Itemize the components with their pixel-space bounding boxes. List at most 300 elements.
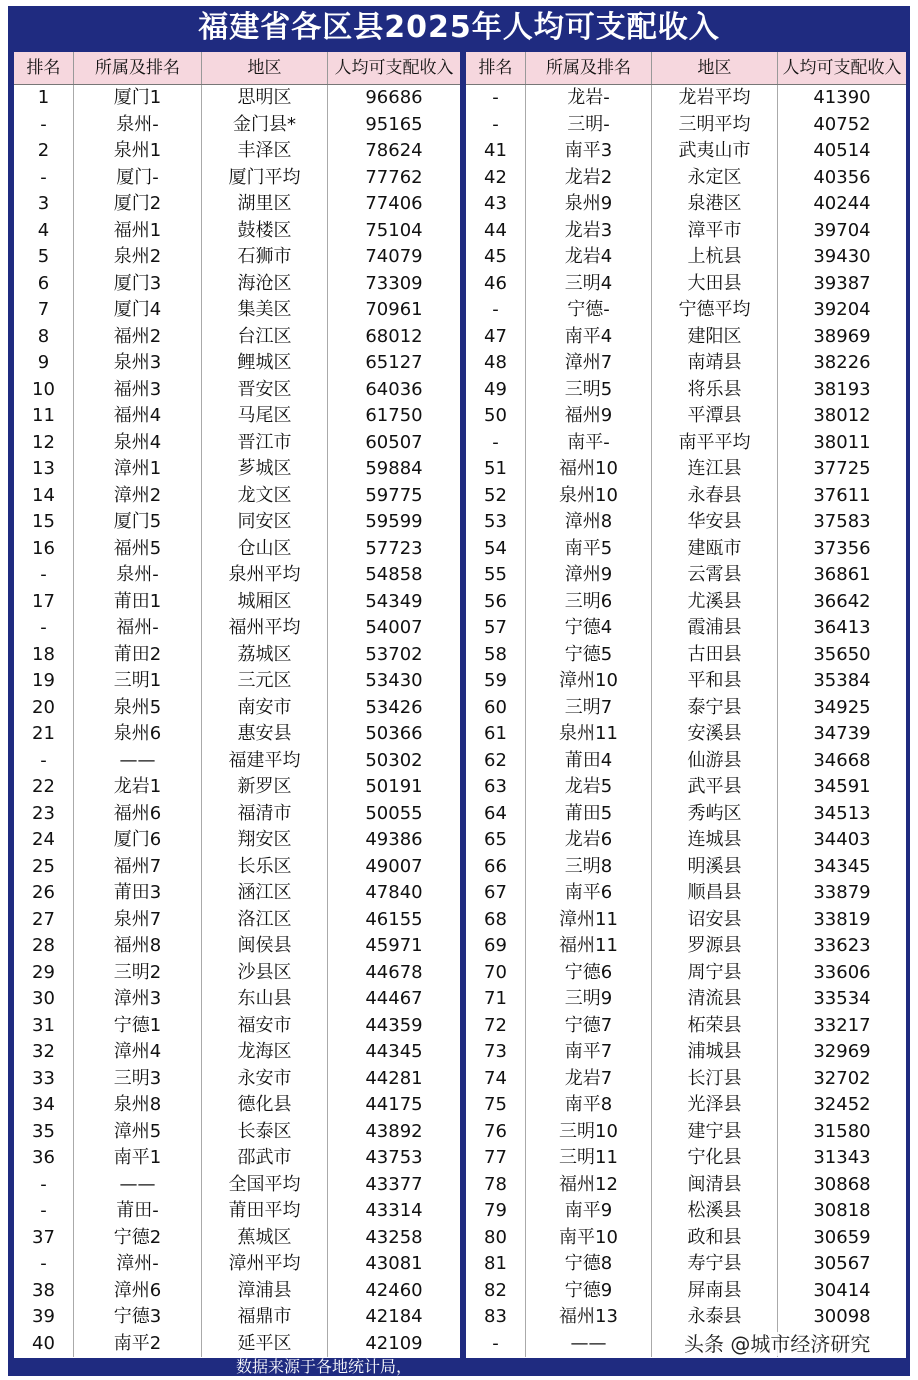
region-cell: 武夷山市 bbox=[652, 138, 778, 165]
region-cell: 鲤城区 bbox=[202, 350, 328, 377]
city-rank-cell: 福州5 bbox=[74, 536, 202, 563]
income-cell: 43377 bbox=[365, 1173, 423, 1195]
table-row bbox=[466, 271, 906, 298]
header-rank: 排名 bbox=[466, 52, 526, 84]
region-cell: 沙县区 bbox=[202, 960, 328, 987]
income-cell: 38012 bbox=[813, 405, 871, 426]
income-cell: 44678 bbox=[365, 961, 423, 983]
city-rank-cell: 南平4 bbox=[526, 324, 652, 351]
rank-cell: 41 bbox=[466, 138, 526, 165]
table-row bbox=[14, 1331, 460, 1358]
income-cell: 39204 bbox=[813, 299, 871, 320]
region-cell: 长泰区 bbox=[202, 1119, 328, 1146]
rank-cell: 43 bbox=[466, 191, 526, 218]
region-cell: 平和县 bbox=[652, 668, 778, 695]
table-row bbox=[466, 907, 906, 934]
rank-cell: 23 bbox=[14, 801, 74, 828]
rank-cell: 48 bbox=[466, 350, 526, 377]
income-cell: 44281 bbox=[365, 1067, 423, 1089]
region-cell: 华安县 bbox=[652, 509, 778, 536]
table-row bbox=[466, 986, 906, 1013]
income-cell: 30868 bbox=[813, 1173, 871, 1195]
income-cell: 64036 bbox=[365, 378, 423, 400]
city-rank-cell: 厦门5 bbox=[74, 509, 202, 536]
city-rank-cell: 福州12 bbox=[526, 1172, 652, 1199]
income-cell: 77762 bbox=[365, 166, 423, 188]
income-cell: 39387 bbox=[813, 272, 871, 294]
rank-cell: 3 bbox=[14, 191, 74, 218]
table-row bbox=[466, 933, 906, 960]
region-cell: 上杭县 bbox=[652, 244, 778, 271]
region-cell: 柘荣县 bbox=[652, 1013, 778, 1040]
city-rank-cell: 南平- bbox=[526, 430, 652, 457]
table-row bbox=[14, 907, 460, 934]
region-cell: 泰宁县 bbox=[652, 695, 778, 722]
region-cell: 同安区 bbox=[202, 509, 328, 536]
rank-cell: 53 bbox=[466, 509, 526, 536]
city-rank-cell: 漳州3 bbox=[74, 986, 202, 1013]
income-cell: 34739 bbox=[813, 723, 871, 744]
city-rank-cell: 漳州4 bbox=[74, 1039, 202, 1066]
table-row bbox=[14, 138, 460, 165]
region-cell: 福安市 bbox=[202, 1013, 328, 1040]
region-cell: 仓山区 bbox=[202, 536, 328, 563]
income-cell: 74079 bbox=[365, 246, 423, 267]
header-income: 人均可支配收入 bbox=[334, 58, 454, 78]
region-cell: 湖里区 bbox=[202, 191, 328, 218]
region-cell: 漳州平均 bbox=[202, 1251, 328, 1278]
table-row bbox=[14, 430, 460, 457]
income-cell: 77406 bbox=[365, 193, 423, 214]
table-row bbox=[466, 377, 906, 404]
income-cell: 49386 bbox=[365, 829, 423, 850]
region-cell: 三元区 bbox=[202, 668, 328, 695]
rank-cell: 27 bbox=[14, 907, 74, 934]
header-region: 地区 bbox=[202, 52, 328, 84]
rank-cell: 39 bbox=[14, 1304, 74, 1331]
city-rank-cell: 福州10 bbox=[526, 456, 652, 483]
income-cell: 34345 bbox=[813, 855, 871, 877]
region-cell: 闽侯县 bbox=[202, 933, 328, 960]
rank-cell: 36 bbox=[14, 1145, 74, 1172]
city-rank-cell: 厦门1 bbox=[74, 85, 202, 112]
income-cell: 70961 bbox=[365, 299, 423, 320]
city-rank-cell: 宁德6 bbox=[526, 960, 652, 987]
rank-cell: - bbox=[14, 1198, 74, 1225]
rank-cell: 14 bbox=[14, 483, 74, 510]
rank-cell: 64 bbox=[466, 801, 526, 828]
region-cell: 光泽县 bbox=[652, 1092, 778, 1119]
region-cell: 平潭县 bbox=[652, 403, 778, 430]
city-rank-cell: 龙岩- bbox=[526, 85, 652, 112]
header-rank: 排名 bbox=[14, 52, 74, 84]
rank-cell: 10 bbox=[14, 377, 74, 404]
income-cell: 33819 bbox=[813, 908, 871, 930]
rank-cell: 47 bbox=[466, 324, 526, 351]
income-cell: 68012 bbox=[365, 325, 423, 347]
rank-cell: 49 bbox=[466, 377, 526, 404]
region-cell: 罗源县 bbox=[652, 933, 778, 960]
income-cell: 54858 bbox=[365, 564, 423, 585]
table-row bbox=[14, 271, 460, 298]
region-cell: 长乐区 bbox=[202, 854, 328, 881]
income-cell: 54007 bbox=[365, 617, 423, 638]
rank-cell: 50 bbox=[466, 403, 526, 430]
right-table bbox=[466, 52, 906, 1358]
income-cell: 39430 bbox=[813, 246, 871, 267]
region-cell: 涵江区 bbox=[202, 880, 328, 907]
table-row bbox=[466, 960, 906, 987]
footer bbox=[8, 1358, 910, 1376]
table-row bbox=[466, 1172, 906, 1199]
income-cell: 34403 bbox=[813, 829, 871, 850]
income-cell: 38969 bbox=[813, 325, 871, 347]
rank-cell: 42 bbox=[466, 165, 526, 192]
table-row bbox=[466, 1145, 906, 1172]
region-cell: 尤溪县 bbox=[652, 589, 778, 616]
city-rank-cell: 莆田3 bbox=[74, 880, 202, 907]
city-rank-cell: 宁德5 bbox=[526, 642, 652, 669]
income-cell: 30818 bbox=[813, 1200, 871, 1221]
city-rank-cell: 南平2 bbox=[74, 1331, 202, 1358]
region-cell: 三明平均 bbox=[652, 112, 778, 139]
rank-cell: 70 bbox=[466, 960, 526, 987]
city-rank-cell: 福州4 bbox=[74, 403, 202, 430]
region-cell: 永春县 bbox=[652, 483, 778, 510]
rank-cell: 82 bbox=[466, 1278, 526, 1305]
table-row bbox=[466, 403, 906, 430]
table-row bbox=[466, 297, 906, 324]
table-row bbox=[466, 1119, 906, 1146]
income-cell: 42184 bbox=[365, 1306, 423, 1327]
table-row bbox=[14, 1145, 460, 1172]
region-cell: 芗城区 bbox=[202, 456, 328, 483]
income-cell: 95165 bbox=[365, 113, 423, 135]
rank-cell: 21 bbox=[14, 721, 74, 748]
city-rank-cell: 三明2 bbox=[74, 960, 202, 987]
city-rank-cell: 南平3 bbox=[526, 138, 652, 165]
table-row bbox=[14, 1066, 460, 1093]
region-cell: 秀屿区 bbox=[652, 801, 778, 828]
city-rank-cell: 莆田- bbox=[74, 1198, 202, 1225]
rank-cell: 62 bbox=[466, 748, 526, 775]
rank-cell: 71 bbox=[466, 986, 526, 1013]
city-rank-cell: 龙岩5 bbox=[526, 774, 652, 801]
region-cell: 建瓯市 bbox=[652, 536, 778, 563]
table-row bbox=[14, 456, 460, 483]
region-cell: 政和县 bbox=[652, 1225, 778, 1252]
rank-cell: 61 bbox=[466, 721, 526, 748]
rank-cell: 31 bbox=[14, 1013, 74, 1040]
region-cell: 城厢区 bbox=[202, 589, 328, 616]
income-cell: 43081 bbox=[365, 1253, 423, 1274]
table-header bbox=[466, 52, 906, 85]
rank-cell: 7 bbox=[14, 297, 74, 324]
watermark: 头条 @城市经济研究 bbox=[680, 1332, 874, 1356]
rank-cell: 58 bbox=[466, 642, 526, 669]
table-row bbox=[466, 191, 906, 218]
table-row bbox=[14, 801, 460, 828]
region-cell: 石狮市 bbox=[202, 244, 328, 271]
rank-cell: - bbox=[14, 562, 74, 589]
rank-cell: 69 bbox=[466, 933, 526, 960]
region-cell: 长汀县 bbox=[652, 1066, 778, 1093]
table-row bbox=[14, 191, 460, 218]
region-cell: 宁德平均 bbox=[652, 297, 778, 324]
rank-cell: 75 bbox=[466, 1092, 526, 1119]
region-cell: 晋江市 bbox=[202, 430, 328, 457]
region-cell: 思明区 bbox=[202, 85, 328, 112]
income-cell: 38193 bbox=[813, 378, 871, 400]
rank-cell: 13 bbox=[14, 456, 74, 483]
income-cell: 36413 bbox=[813, 617, 871, 638]
table-row bbox=[14, 1039, 460, 1066]
city-rank-cell: 漳州1 bbox=[74, 456, 202, 483]
rank-cell: 68 bbox=[466, 907, 526, 934]
income-cell: 44345 bbox=[365, 1041, 423, 1062]
region-cell: 金门县* bbox=[202, 112, 328, 139]
table-row bbox=[14, 827, 460, 854]
city-rank-cell: 宁德- bbox=[526, 297, 652, 324]
table-row bbox=[14, 165, 460, 192]
region-cell: 寿宁县 bbox=[652, 1251, 778, 1278]
table-row bbox=[14, 615, 460, 642]
income-cell: 42109 bbox=[365, 1332, 423, 1354]
rank-cell: 30 bbox=[14, 986, 74, 1013]
city-rank-cell: 福州- bbox=[74, 615, 202, 642]
page-title: 福建省各区县2025年人均可支配收入 bbox=[198, 10, 720, 45]
city-rank-cell: 龙岩6 bbox=[526, 827, 652, 854]
region-cell: 泉港区 bbox=[652, 191, 778, 218]
header-city-rank: 所属及排名 bbox=[74, 52, 202, 84]
income-cell: 44175 bbox=[365, 1094, 423, 1115]
table-row bbox=[14, 1092, 460, 1119]
income-cell: 38226 bbox=[813, 352, 871, 373]
rank-cell: 73 bbox=[466, 1039, 526, 1066]
table-row bbox=[14, 324, 460, 351]
city-rank-cell: —— bbox=[526, 1331, 652, 1358]
rank-cell: 6 bbox=[14, 271, 74, 298]
region-cell: 建宁县 bbox=[652, 1119, 778, 1146]
city-rank-cell: 南平5 bbox=[526, 536, 652, 563]
income-cell: 60507 bbox=[365, 431, 423, 453]
income-cell: 37725 bbox=[813, 458, 871, 479]
rank-cell: 15 bbox=[14, 509, 74, 536]
income-cell: 33879 bbox=[813, 882, 871, 903]
region-cell: 诏安县 bbox=[652, 907, 778, 934]
region-cell: 海沧区 bbox=[202, 271, 328, 298]
rank-cell: 38 bbox=[14, 1278, 74, 1305]
table-row bbox=[14, 668, 460, 695]
table-row bbox=[466, 854, 906, 881]
rank-cell: 76 bbox=[466, 1119, 526, 1146]
rank-cell: 65 bbox=[466, 827, 526, 854]
table-row bbox=[466, 456, 906, 483]
income-cell: 73309 bbox=[365, 272, 423, 294]
city-rank-cell: 南平10 bbox=[526, 1225, 652, 1252]
table-row bbox=[14, 1172, 460, 1199]
rank-cell: 28 bbox=[14, 933, 74, 960]
rank-cell: 40 bbox=[14, 1331, 74, 1358]
city-rank-cell: 泉州6 bbox=[74, 721, 202, 748]
region-cell: 马尾区 bbox=[202, 403, 328, 430]
city-rank-cell: 三明7 bbox=[526, 695, 652, 722]
city-rank-cell: 宁德2 bbox=[74, 1225, 202, 1252]
income-cell: 57723 bbox=[365, 537, 423, 559]
income-cell: 33606 bbox=[813, 961, 871, 983]
rank-cell: - bbox=[14, 1251, 74, 1278]
rank-cell: 8 bbox=[14, 324, 74, 351]
region-cell: 龙文区 bbox=[202, 483, 328, 510]
rank-cell: - bbox=[466, 85, 526, 112]
table-row bbox=[14, 297, 460, 324]
income-cell: 43753 bbox=[365, 1147, 423, 1168]
rank-cell: 63 bbox=[466, 774, 526, 801]
city-rank-cell: 南平6 bbox=[526, 880, 652, 907]
city-rank-cell: 泉州7 bbox=[74, 907, 202, 934]
table-row bbox=[466, 138, 906, 165]
city-rank-cell: 福州8 bbox=[74, 933, 202, 960]
city-rank-cell: 厦门- bbox=[74, 165, 202, 192]
region-cell: 武平县 bbox=[652, 774, 778, 801]
income-cell: 45971 bbox=[365, 935, 423, 956]
city-rank-cell: 龙岩7 bbox=[526, 1066, 652, 1093]
rank-cell: 16 bbox=[14, 536, 74, 563]
table-row bbox=[466, 1251, 906, 1278]
table-row bbox=[14, 536, 460, 563]
region-cell: 古田县 bbox=[652, 642, 778, 669]
income-cell: 49007 bbox=[365, 855, 423, 877]
income-cell: 53430 bbox=[365, 670, 423, 691]
region-cell: 云霄县 bbox=[652, 562, 778, 589]
region-cell: 东山县 bbox=[202, 986, 328, 1013]
rank-cell: 2 bbox=[14, 138, 74, 165]
region-cell: 周宁县 bbox=[652, 960, 778, 987]
city-rank-cell: 厦门2 bbox=[74, 191, 202, 218]
table-row bbox=[466, 615, 906, 642]
city-rank-cell: 福州7 bbox=[74, 854, 202, 881]
rank-cell: 55 bbox=[466, 562, 526, 589]
city-rank-cell: 泉州- bbox=[74, 562, 202, 589]
city-rank-cell: 宁德1 bbox=[74, 1013, 202, 1040]
income-cell: 96686 bbox=[365, 87, 423, 108]
city-rank-cell: 漳州- bbox=[74, 1251, 202, 1278]
region-cell: 永泰县 bbox=[652, 1304, 778, 1331]
table-row bbox=[466, 350, 906, 377]
city-rank-cell: 厦门4 bbox=[74, 297, 202, 324]
table-row bbox=[466, 668, 906, 695]
income-cell: 30567 bbox=[813, 1253, 871, 1274]
table-row bbox=[14, 562, 460, 589]
income-cell: 42460 bbox=[365, 1279, 423, 1301]
table-row bbox=[466, 721, 906, 748]
income-cell: 37356 bbox=[813, 537, 871, 559]
income-cell: 34513 bbox=[813, 802, 871, 824]
income-cell: 61750 bbox=[365, 405, 423, 426]
region-cell: 全国平均 bbox=[202, 1172, 328, 1199]
table-row bbox=[14, 1304, 460, 1331]
income-cell: 59884 bbox=[365, 458, 423, 479]
table-row bbox=[14, 1251, 460, 1278]
city-rank-cell: 南平1 bbox=[74, 1145, 202, 1172]
rank-cell: - bbox=[14, 615, 74, 642]
rank-cell: 24 bbox=[14, 827, 74, 854]
rank-cell: 60 bbox=[466, 695, 526, 722]
income-cell: 78624 bbox=[365, 140, 423, 161]
rank-cell: 52 bbox=[466, 483, 526, 510]
region-cell: 南平平均 bbox=[652, 430, 778, 457]
income-cell: 37611 bbox=[813, 484, 871, 506]
city-rank-cell: 三明1 bbox=[74, 668, 202, 695]
right-table-body bbox=[466, 85, 906, 1357]
region-cell: 松溪县 bbox=[652, 1198, 778, 1225]
table-row bbox=[466, 1304, 906, 1331]
region-cell: 清流县 bbox=[652, 986, 778, 1013]
city-rank-cell: 厦门3 bbox=[74, 271, 202, 298]
table-row bbox=[14, 1198, 460, 1225]
income-cell: 35384 bbox=[813, 670, 871, 691]
income-cell: 33623 bbox=[813, 935, 871, 956]
rank-cell: - bbox=[14, 112, 74, 139]
table-row bbox=[466, 218, 906, 245]
city-rank-cell: 南平7 bbox=[526, 1039, 652, 1066]
income-cell: 35650 bbox=[813, 643, 871, 665]
city-rank-cell: 泉州8 bbox=[74, 1092, 202, 1119]
city-rank-cell: 泉州4 bbox=[74, 430, 202, 457]
income-cell: 37583 bbox=[813, 511, 871, 532]
table-row bbox=[14, 960, 460, 987]
city-rank-cell: 三明- bbox=[526, 112, 652, 139]
city-rank-cell: 龙岩3 bbox=[526, 218, 652, 245]
region-cell: 晋安区 bbox=[202, 377, 328, 404]
rank-cell: 37 bbox=[14, 1225, 74, 1252]
region-cell: 屏南县 bbox=[652, 1278, 778, 1305]
region-cell: 浦城县 bbox=[652, 1039, 778, 1066]
region-cell: 邵武市 bbox=[202, 1145, 328, 1172]
rank-cell: 32 bbox=[14, 1039, 74, 1066]
data-source-note: 数据来源于各地统计局， bbox=[236, 1357, 413, 1376]
region-cell: 永安市 bbox=[202, 1066, 328, 1093]
table-row bbox=[14, 85, 460, 112]
income-cell: 41390 bbox=[813, 87, 871, 108]
table-row bbox=[466, 112, 906, 139]
rank-cell: 77 bbox=[466, 1145, 526, 1172]
region-cell: 霞浦县 bbox=[652, 615, 778, 642]
rank-cell: 34 bbox=[14, 1092, 74, 1119]
table-row bbox=[14, 509, 460, 536]
header-income: 人均可支配收入 bbox=[782, 58, 902, 78]
city-rank-cell: 泉州5 bbox=[74, 695, 202, 722]
table-row bbox=[466, 774, 906, 801]
income-cell: 50366 bbox=[365, 723, 423, 744]
region-cell: 福清市 bbox=[202, 801, 328, 828]
rank-cell: 79 bbox=[466, 1198, 526, 1225]
city-rank-cell: 泉州10 bbox=[526, 483, 652, 510]
region-cell: 永定区 bbox=[652, 165, 778, 192]
region-cell: 福鼎市 bbox=[202, 1304, 328, 1331]
table-row bbox=[466, 1092, 906, 1119]
region-cell: 漳浦县 bbox=[202, 1278, 328, 1305]
table-row bbox=[466, 562, 906, 589]
income-cell: 75104 bbox=[365, 219, 423, 241]
income-cell: 40356 bbox=[813, 166, 871, 188]
city-rank-cell: 漳州11 bbox=[526, 907, 652, 934]
rank-cell: - bbox=[14, 748, 74, 775]
city-rank-cell: 龙岩2 bbox=[526, 165, 652, 192]
header-region: 地区 bbox=[652, 52, 778, 84]
city-rank-cell: 泉州1 bbox=[74, 138, 202, 165]
city-rank-cell: 三明9 bbox=[526, 986, 652, 1013]
